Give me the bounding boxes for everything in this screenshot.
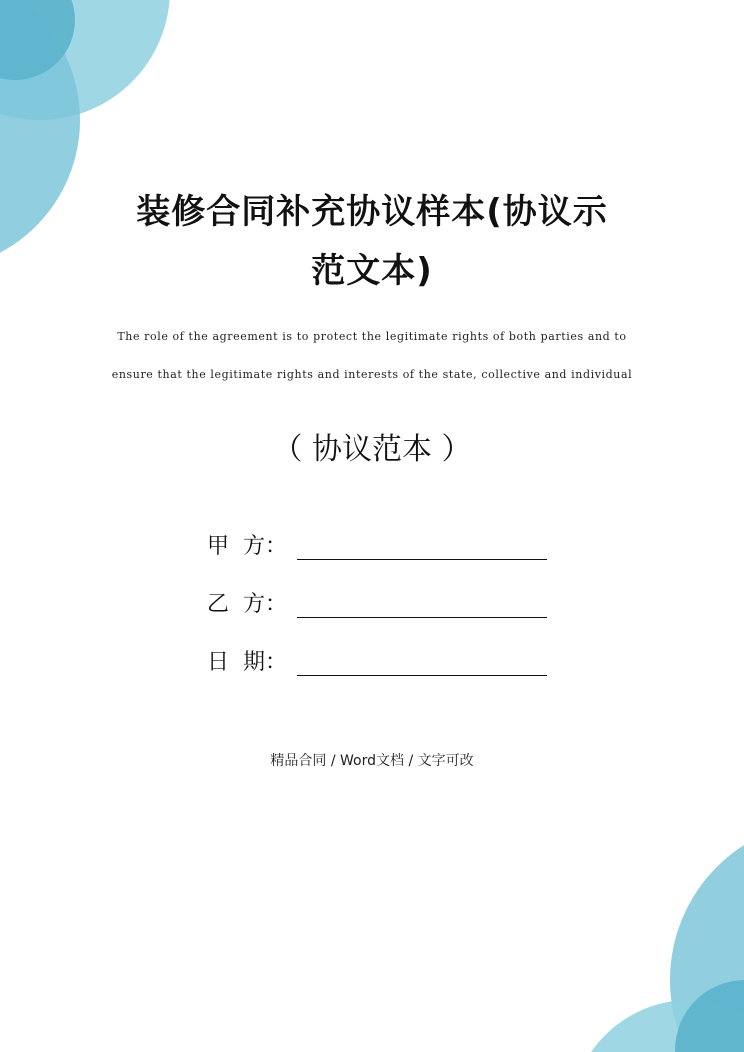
bottom-right-circle-light <box>570 1000 744 1052</box>
party-b-field <box>207 588 547 618</box>
document-title-line-2: 范文本) <box>311 251 433 291</box>
english-description-line-2: ensure that the legitimate rights and interests of the state, collective and individual <box>111 368 633 381</box>
party-a-blank-line[interactable] <box>297 535 547 560</box>
document-title-line-1: 装修合同补充协议样本(协议示 <box>136 192 608 232</box>
party-b-blank-line[interactable] <box>297 593 547 618</box>
top-left-circle-dark <box>0 0 75 80</box>
party-b-label: 乙 方： <box>207 592 287 617</box>
date-blank-line[interactable] <box>297 651 547 676</box>
document-footer: 精品合同 / Word文档 / 文字可改 <box>270 753 474 769</box>
date-label: 日 期： <box>207 650 287 675</box>
party-a-label: 甲 方： <box>207 534 287 559</box>
bottom-right-circle-dark <box>675 980 744 1052</box>
document-subtitle: （ 协议范本 ） <box>272 432 472 467</box>
top-left-circle-light <box>0 0 170 120</box>
bottom-right-circle-large <box>670 820 744 1052</box>
party-a-field <box>207 530 547 560</box>
date-field <box>207 646 547 676</box>
english-description-line-1: The role of the agreement is to protect the legitimate rights of both parties and to <box>117 330 627 343</box>
